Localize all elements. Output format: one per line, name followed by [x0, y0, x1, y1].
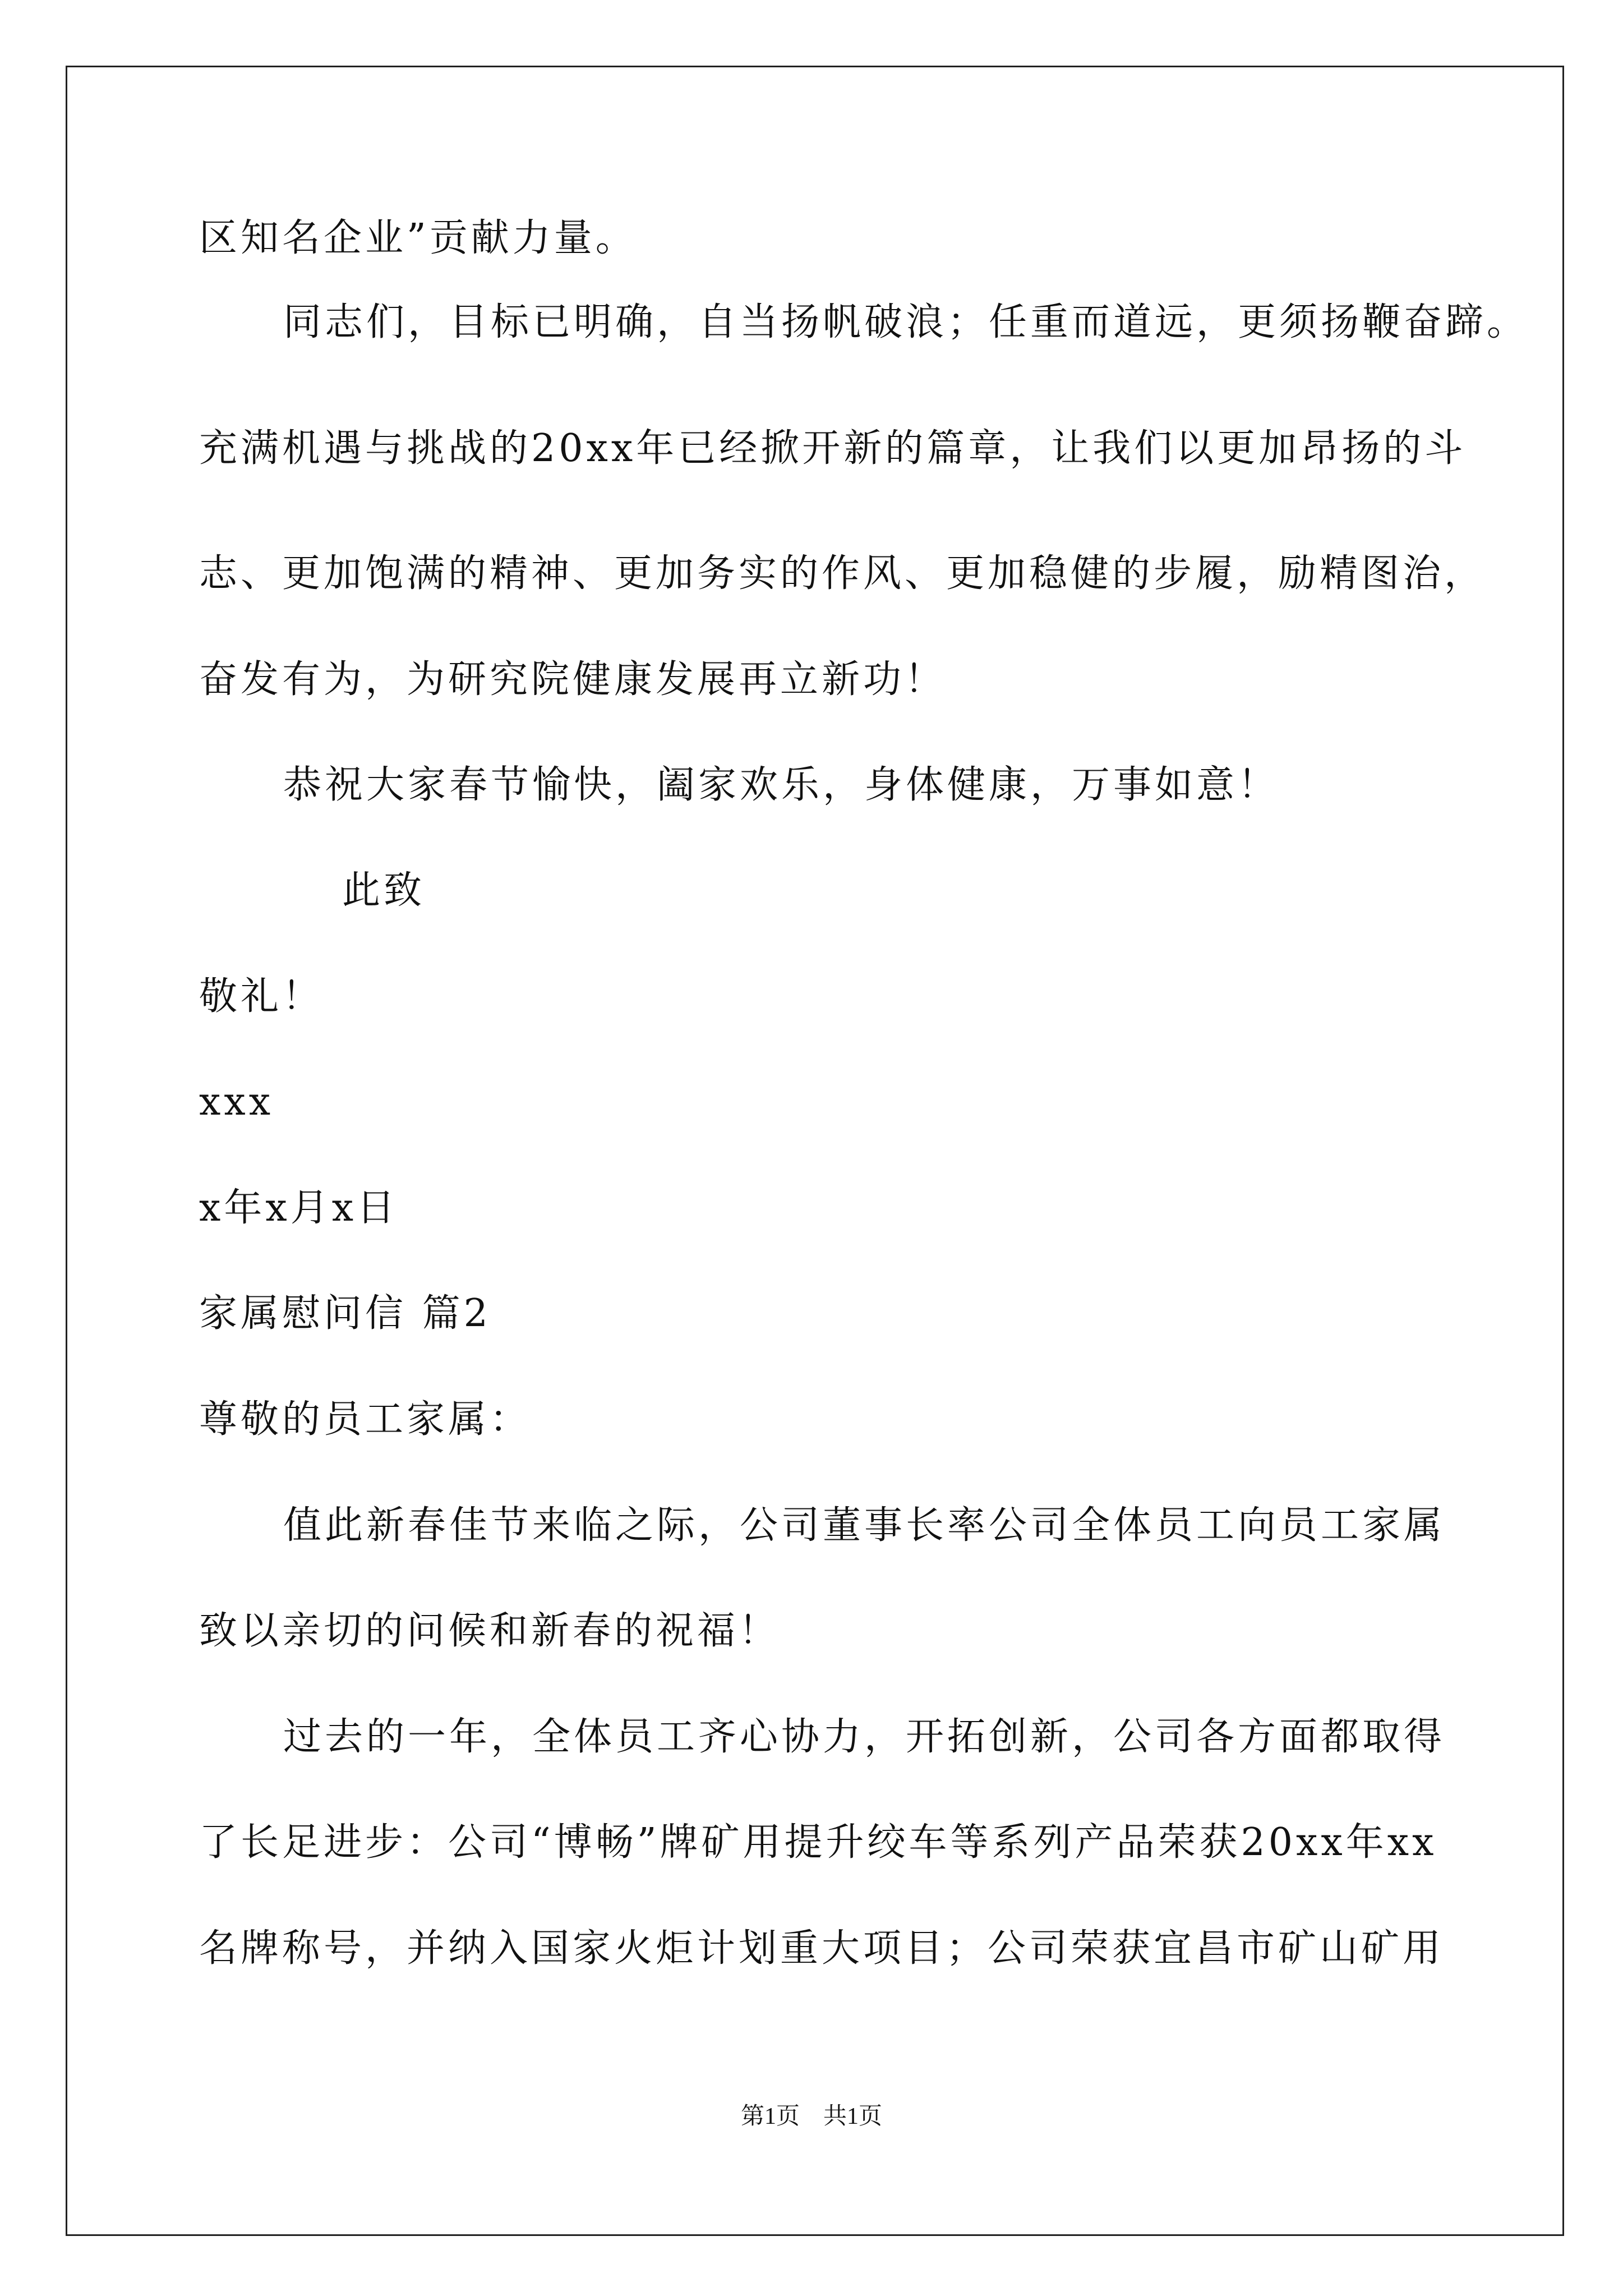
- text-line: 过去的一年，全体员工齐心协力，开拓创新，公司各方面都取得: [283, 1715, 1446, 1759]
- text-line: 区知名企业”贡献力量。: [199, 216, 637, 260]
- date: x年x月x日: [199, 1186, 399, 1230]
- page-footer: 第1页 共1页: [740, 2104, 882, 2129]
- closing-salutation: 此致: [342, 868, 426, 913]
- text-line: 同志们，目标已明确，自当扬帆破浪；任重而道远，更须扬鞭奋蹄。: [283, 300, 1529, 344]
- text-line: 了长足进步：公司“博畅”牌矿用提升绞车等系列产品荣获20xx年xx: [199, 1820, 1437, 1865]
- text-line: 致以亲切的问候和新春的祝福！: [199, 1609, 781, 1653]
- page-border: [66, 66, 1564, 2236]
- text-line: 值此新春佳节来临之际，公司董事长率公司全体员工向员工家属: [283, 1503, 1446, 1548]
- greeting: 尊敬的员工家属：: [199, 1397, 532, 1442]
- text-line: 奋发有为，为研究院健康发展再立新功！: [199, 657, 947, 702]
- signature: xxx: [199, 1080, 274, 1124]
- text-line: 恭祝大家春节愉快，阖家欢乐，身体健康，万事如意！: [283, 763, 1280, 807]
- section-title: 家属慰问信 篇2: [199, 1291, 491, 1336]
- text-line: 名牌称号，并纳入国家火炬计划重大项目；公司荣获宜昌市矿山矿用: [199, 1926, 1445, 1971]
- text-line: 志、更加饱满的精神、更加务实的作风、更加稳健的步履，励精图治，: [199, 551, 1486, 596]
- closing-regards: 敬礼！: [199, 974, 324, 1019]
- text-line: 充满机遇与挑战的20xx年已经掀开新的篇章，让我们以更加昂扬的斗: [199, 426, 1467, 471]
